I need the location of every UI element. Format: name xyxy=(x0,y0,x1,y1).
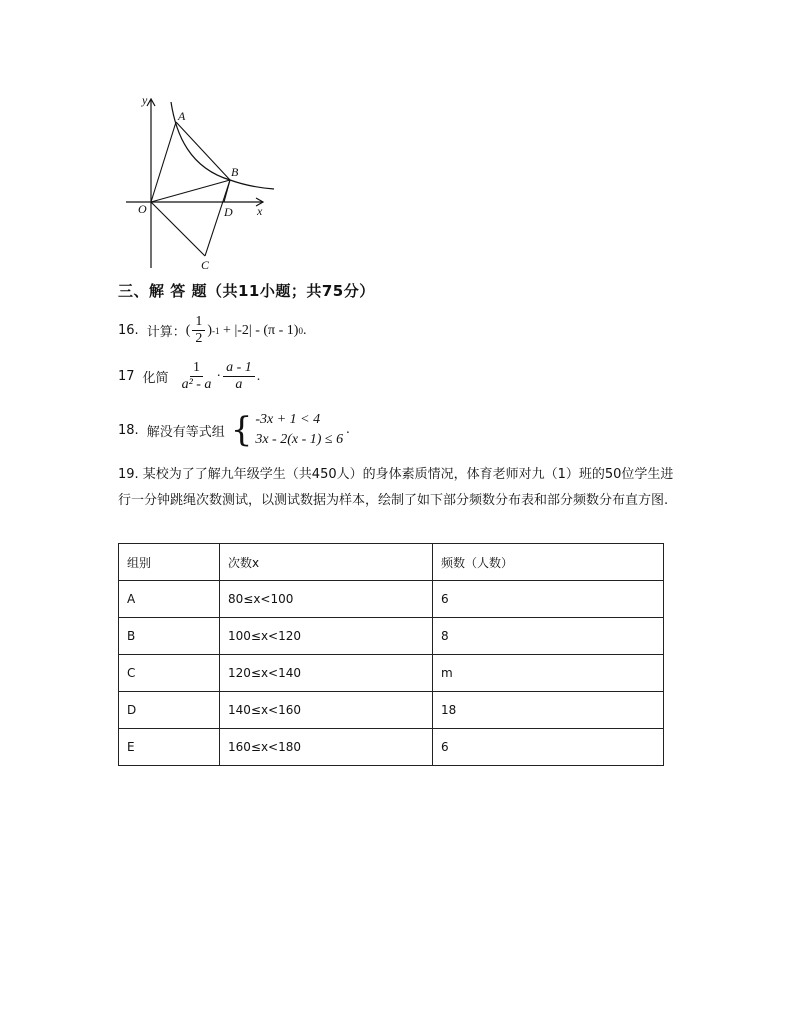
q16-middle: + |-2| - (π - 1) xyxy=(219,322,299,338)
hyperbola-curve xyxy=(171,102,274,189)
table-row xyxy=(119,692,664,729)
q18-line1: -3x + 1 < 4 xyxy=(255,412,321,427)
question-16 xyxy=(118,314,306,347)
label-C: C xyxy=(201,258,210,270)
coordinate-figure xyxy=(118,90,288,270)
table-cell: 18 xyxy=(433,692,664,729)
table-cell: 160≤x<180 xyxy=(220,729,433,766)
table-cell: 8 xyxy=(433,618,664,655)
segment-BD xyxy=(224,180,230,202)
table-header-cell: 频数（人数） xyxy=(433,544,664,581)
q17-f2-den: a xyxy=(235,377,243,392)
q18-system xyxy=(231,410,350,450)
table-row xyxy=(119,655,664,692)
q18-end: . xyxy=(346,422,350,437)
table-cell: A xyxy=(119,581,220,618)
q16-expression: ( $\frac{1}{2}$ ) -1 + |-2| - (π - 1) 0 . xyxy=(185,314,307,346)
q16-prefix: 计算： xyxy=(146,325,186,340)
q16-frac-num: 1 xyxy=(192,314,205,331)
label-B: B xyxy=(231,165,239,179)
q18-brace: { xyxy=(230,410,253,450)
label-D: D xyxy=(224,205,233,219)
q16-fraction xyxy=(192,314,205,347)
question-19-text: 19. 某校为了了解九年级学生（共450人）的身体素质情况，体育老师对九（1）班的50位学生进行一分钟跳绳次数测试，以测试数据为样本，绘制了如下部分频数分布表和部分频数分布直方图. xyxy=(118,467,674,508)
segment-OA xyxy=(151,122,176,202)
table-cell: E xyxy=(119,729,220,766)
table-cell: 80≤x<100 xyxy=(220,581,433,618)
segment-OB xyxy=(151,180,230,202)
table-cell: 140≤x<160 xyxy=(220,692,433,729)
table-header-cell: 组别 xyxy=(119,544,220,581)
q17-dot: · xyxy=(216,368,222,384)
q17-f1-num: 1 xyxy=(190,360,203,377)
q17-f1-den: a² - a xyxy=(181,377,212,392)
table-row xyxy=(119,581,664,618)
q17-fraction-1 xyxy=(179,360,215,393)
q18-number: 18. xyxy=(118,422,139,438)
label-O: O xyxy=(138,202,147,216)
q17-prefix: 化简 xyxy=(142,371,169,386)
segment-AB xyxy=(176,122,230,180)
table-cell: B xyxy=(119,618,220,655)
q17-end: . xyxy=(256,368,261,384)
q18-line2: 3x - 2(x - 1) ≤ 6 xyxy=(255,432,344,447)
question-17 xyxy=(118,360,260,393)
table-cell: 120≤x<140 xyxy=(220,655,433,692)
q17-expression xyxy=(177,360,261,393)
table-row xyxy=(119,729,664,766)
table-row xyxy=(119,618,664,655)
frequency-table xyxy=(118,543,664,766)
table-header-row xyxy=(119,544,664,581)
table-cell: D xyxy=(119,692,220,729)
q16-number: 16. xyxy=(118,323,139,338)
label-x: x xyxy=(257,204,263,218)
q17-number: 17 xyxy=(118,369,135,384)
segment-OC xyxy=(151,202,205,256)
table-cell: 6 xyxy=(433,729,664,766)
table-header-cell: 次数x xyxy=(220,544,433,581)
q16-exp1: -1 xyxy=(212,325,220,336)
question-18 xyxy=(118,410,350,450)
section-title: 三、解 答 题（共11小题；共75分） xyxy=(118,282,375,300)
q18-prefix: 解没有等式组 xyxy=(146,424,225,440)
figure-svg xyxy=(118,90,288,270)
table-cell: 6 xyxy=(433,581,664,618)
q16-end: . xyxy=(302,322,307,338)
q17-f2-num: a - 1 xyxy=(223,360,255,377)
table-cell: m xyxy=(433,655,664,692)
label-y: y xyxy=(142,93,148,107)
label-A: A xyxy=(178,109,186,123)
table-cell: 100≤x<120 xyxy=(220,618,433,655)
q16-exp2: 0 xyxy=(298,325,303,336)
table-cell: C xyxy=(119,655,220,692)
q16-frac-den: 2 xyxy=(195,331,203,346)
q17-fraction-2 xyxy=(223,360,255,393)
